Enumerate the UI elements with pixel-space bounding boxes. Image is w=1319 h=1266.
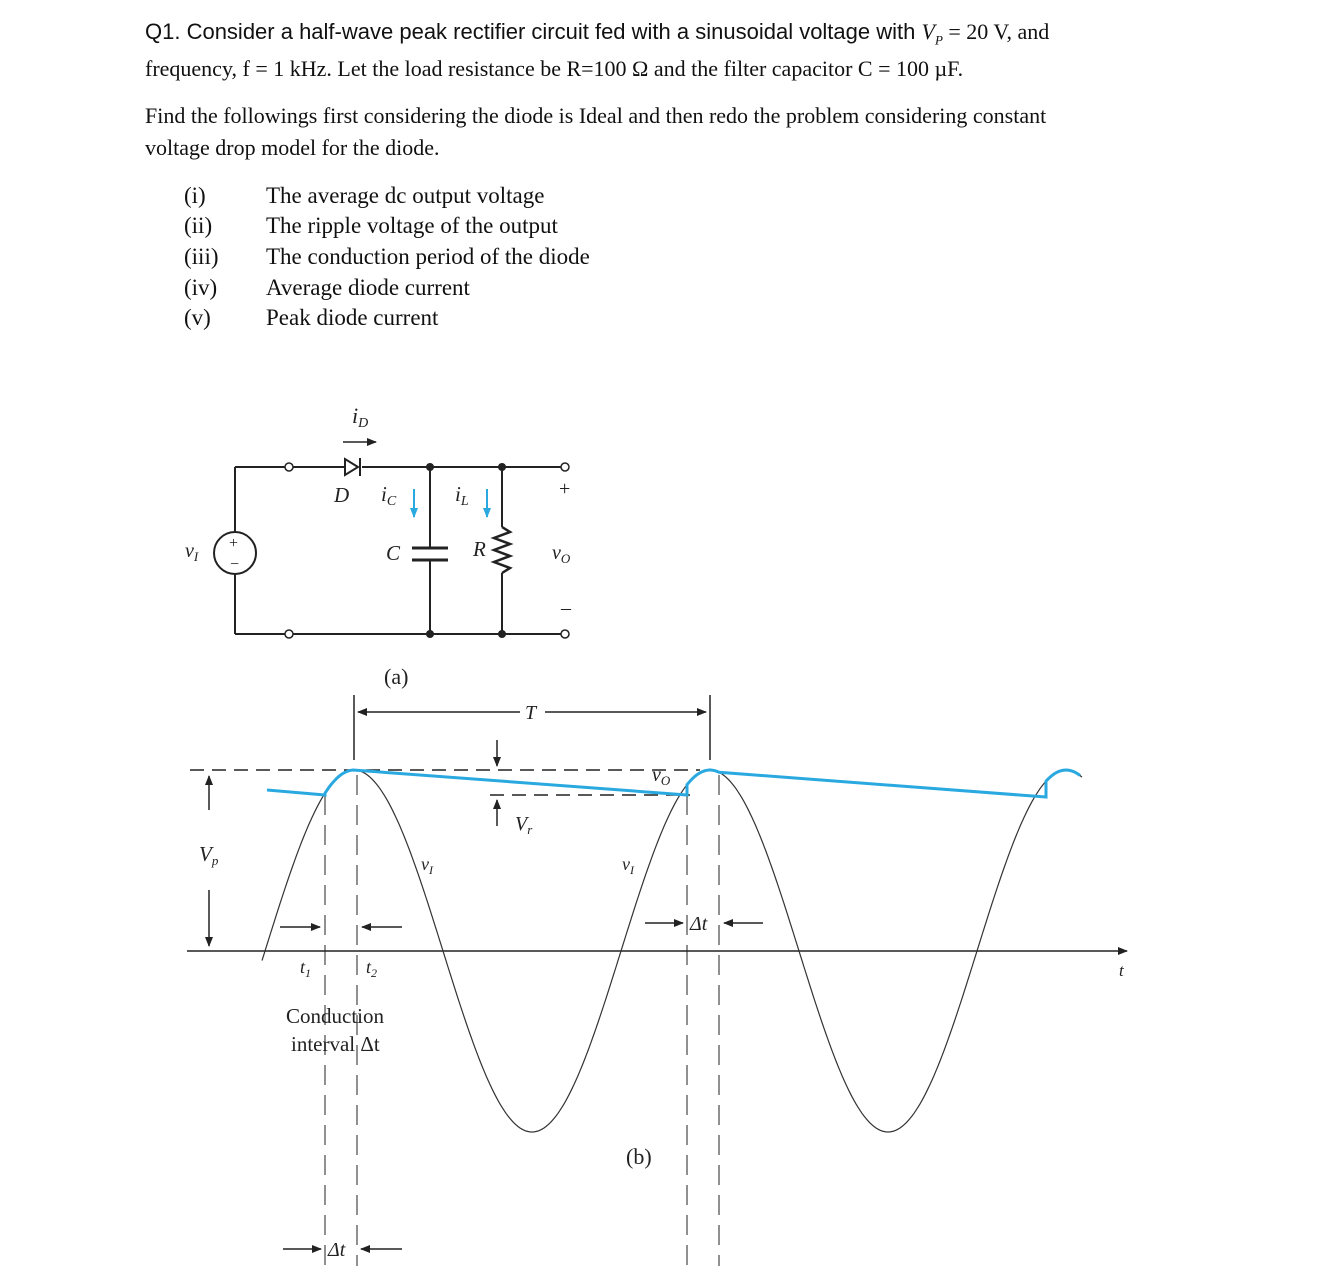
- vi-label: $v_I$: [185, 540, 199, 564]
- source-plus: +: [229, 535, 239, 552]
- question-line-2: frequency, f = 1 kHz. Let the load resistance be R=100 Ω and the filter capacitor C = 100 µF.: [145, 56, 964, 81]
- resistor-label: R: [473, 537, 486, 561]
- circuit-nodes: [285, 463, 569, 638]
- il-label: iL: [455, 482, 469, 509]
- question-text: Q1. Consider a half-wave peak rectifier circuit fed with a sinusoidal voltage with: [145, 19, 922, 44]
- item-number-2: (ii): [184, 213, 213, 238]
- source-minus: −: [230, 556, 240, 573]
- output-waveform: [267, 770, 1080, 797]
- vp-label: Vp: [199, 842, 219, 868]
- output-terminal-bottom: [561, 630, 569, 638]
- dt-label-right: Δt: [690, 913, 708, 935]
- junction-dot: [498, 463, 506, 471]
- item-number-3: (iii): [184, 244, 219, 269]
- terminal: [285, 630, 293, 638]
- ic-label: iC: [381, 482, 397, 509]
- item-text-5: Peak diode current: [266, 305, 439, 330]
- item-number-5: (v): [184, 305, 211, 330]
- period-label: T: [525, 702, 537, 724]
- diode-label: D: [334, 483, 350, 507]
- circuit-caption: (a): [384, 664, 409, 689]
- vp-subscript: P: [934, 32, 943, 48]
- junction-dot: [498, 630, 506, 638]
- terminal: [285, 463, 293, 471]
- output-terminal-top: [561, 463, 569, 471]
- question-line-3: Find the followings first considering the diode is Ideal and then redo the problem considering constant: [145, 103, 1047, 128]
- t-axis-label: t: [1119, 961, 1124, 980]
- junction-dot: [426, 463, 434, 471]
- capacitor-label: C: [386, 541, 401, 565]
- junction-dot: [426, 630, 434, 638]
- circuit-schematic: [214, 442, 565, 634]
- waveform-caption: (b): [626, 1144, 652, 1169]
- item-text-3: The conduction period of the diode: [266, 244, 590, 269]
- item-number-4: (iv): [184, 275, 218, 300]
- output-minus: –: [561, 597, 571, 619]
- item-text-2: The ripple voltage of the output: [266, 213, 558, 238]
- item-number-1: (i): [184, 183, 206, 208]
- t2-label: $t_2$: [366, 957, 378, 980]
- t1-label: $t_1$: [300, 957, 312, 980]
- question-text-suffix: = 20 V, and: [942, 19, 1050, 44]
- vi-wave-label-1: $v_I$: [421, 854, 433, 877]
- question-line-4: voltage drop model for the diode.: [145, 135, 440, 160]
- item-text-1: The average dc output voltage: [266, 183, 545, 208]
- resistor: [494, 527, 510, 573]
- vi-wave-label-2: $v_I$: [622, 854, 634, 877]
- diode-triangle: [345, 459, 358, 475]
- dt-label-bottom: Δt: [328, 1239, 346, 1261]
- vo-wave-label: $v_O$: [652, 764, 671, 788]
- conduction-label-line1: Conduction: [286, 1004, 384, 1028]
- vr-label: $V_r$: [515, 813, 533, 837]
- output-plus: +: [559, 478, 571, 500]
- item-text-4: Average diode current: [266, 275, 470, 300]
- vo-label: $v_O$: [552, 542, 571, 566]
- conduction-label-line2: interval Δt: [291, 1032, 380, 1056]
- vp-letter: V: [921, 19, 935, 44]
- id-label: iD: [352, 403, 369, 431]
